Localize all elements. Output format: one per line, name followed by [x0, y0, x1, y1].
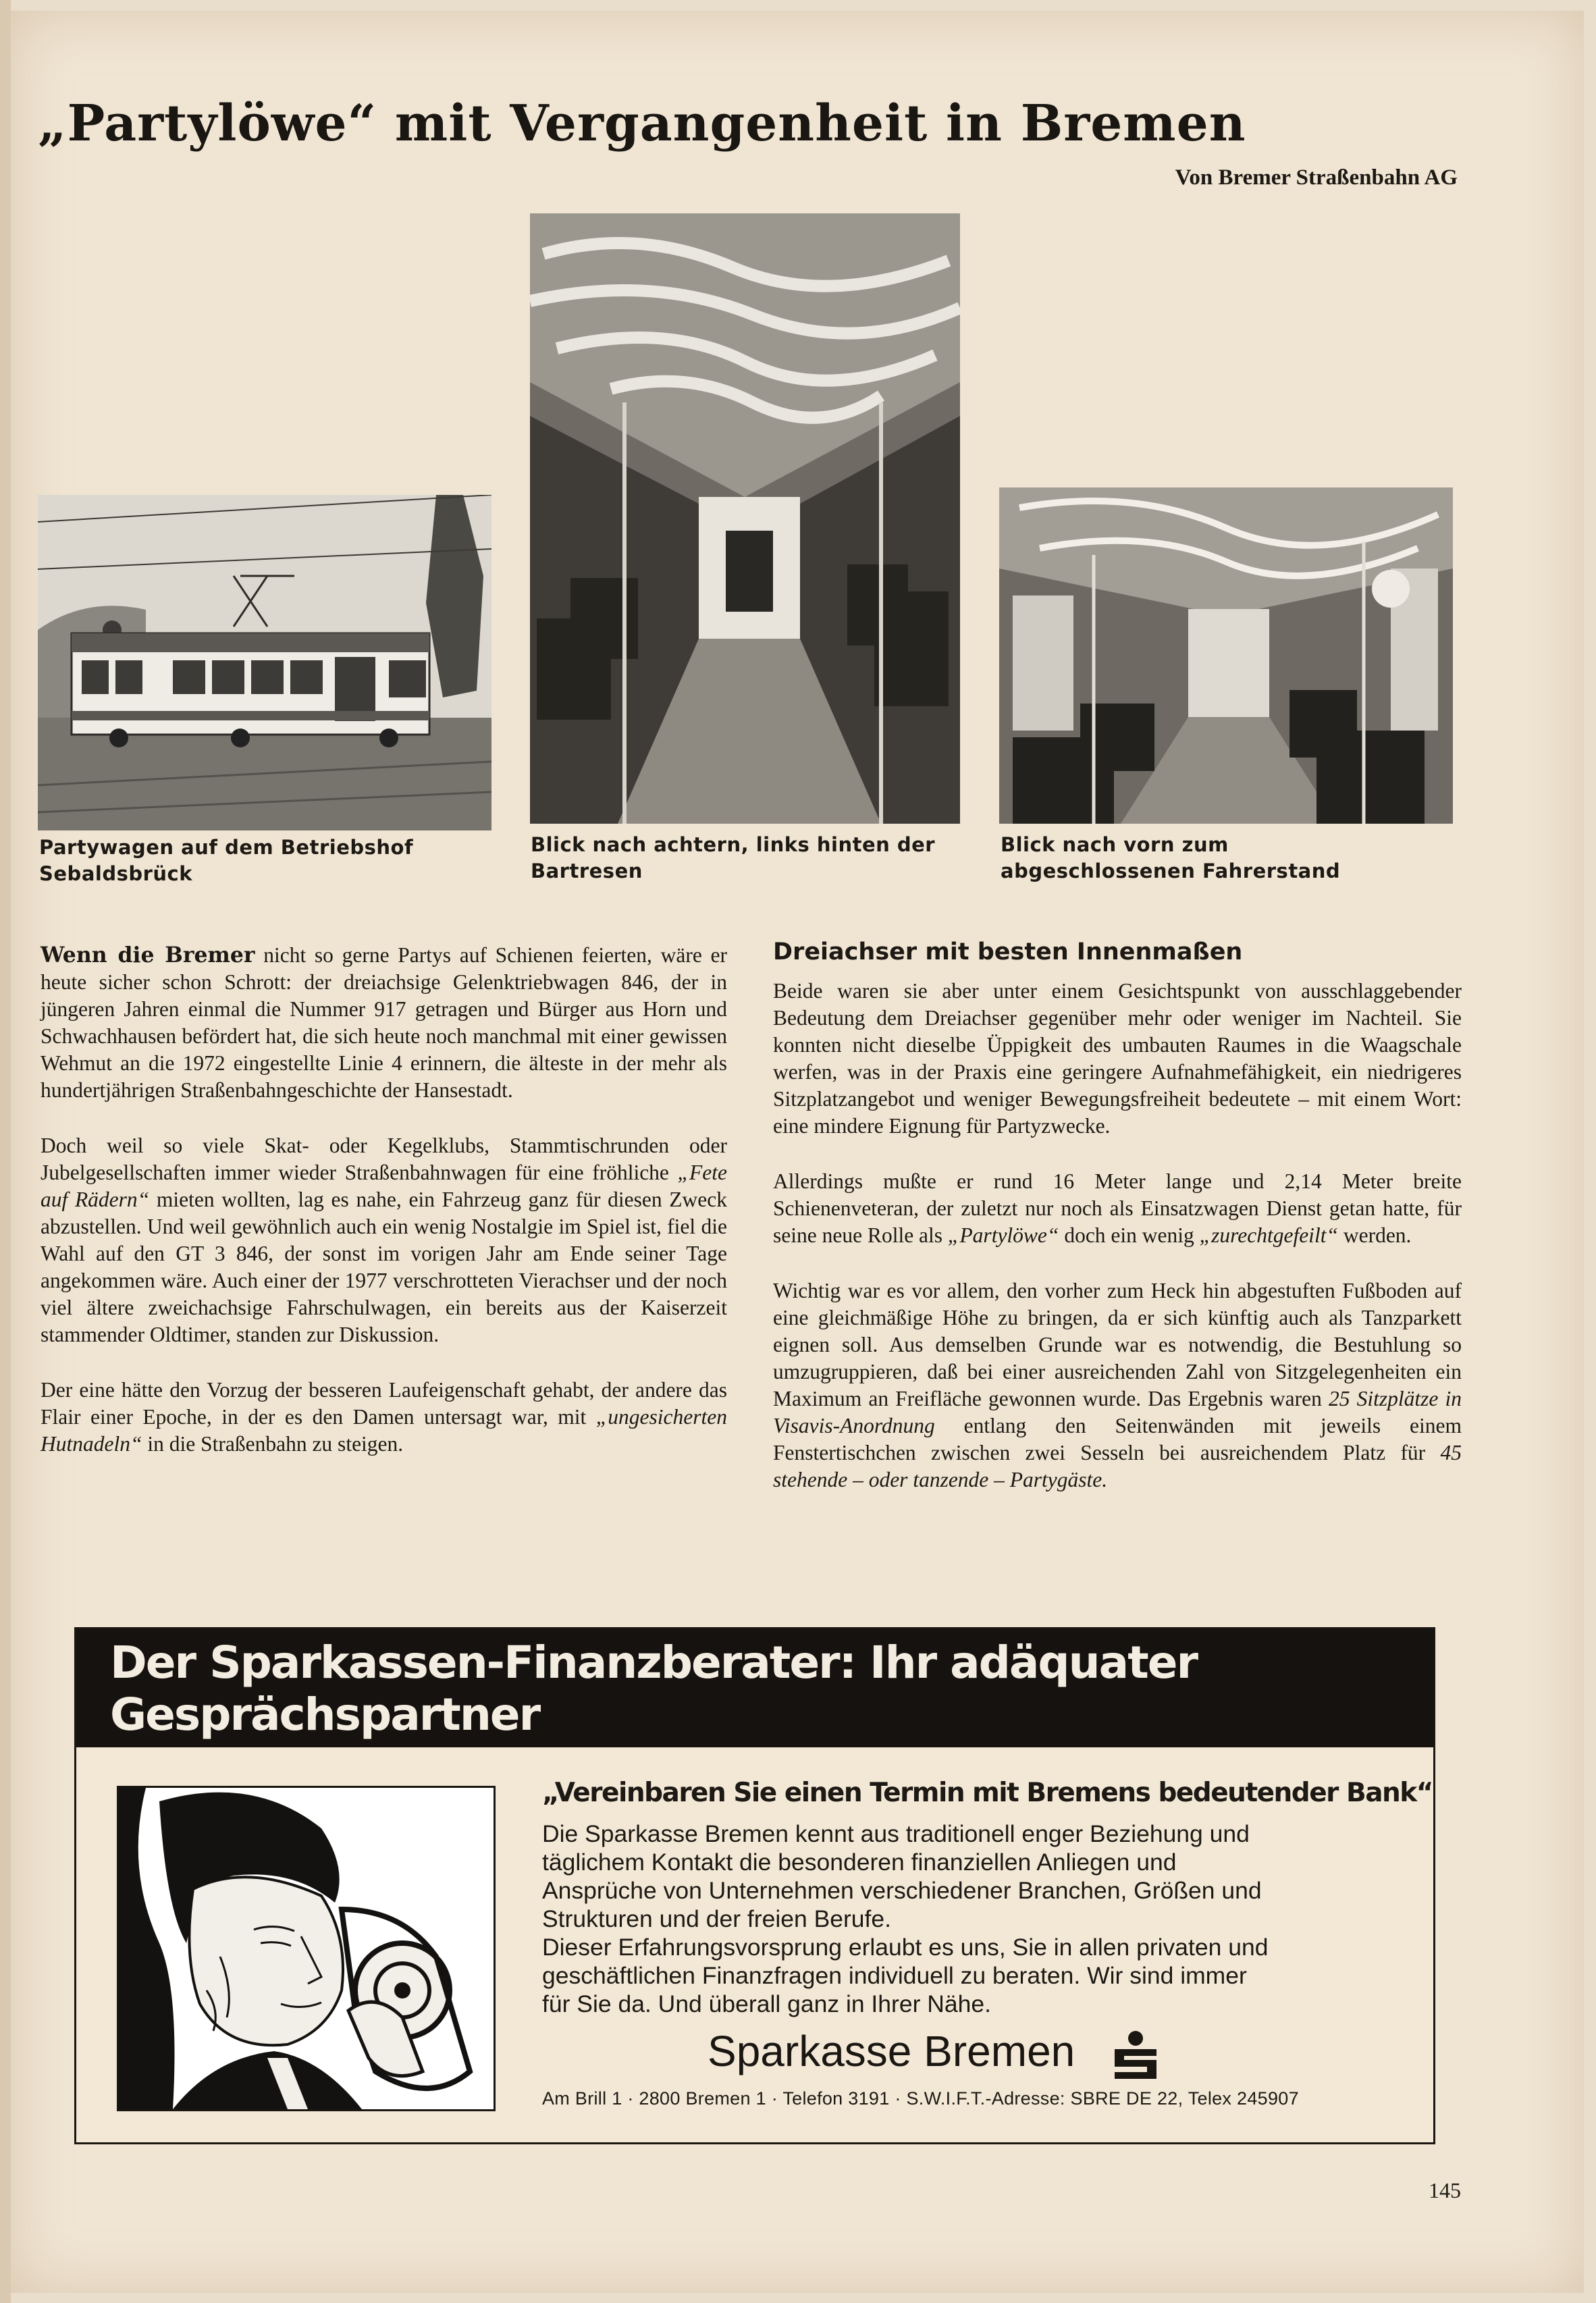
photo-caption-rear: Blick nach achtern, links hinten der Bartresen: [531, 833, 936, 882]
tram-interior-rear-photo: [530, 213, 960, 824]
paragraph: Beide waren sie aber unter einem Gesichtspunkt von ausschlaggebender Bedeutung dem Dreiachser gegenüber mehr oder weniger im Nachteil. Sie konnten nicht dieselbe Üppigkeit des umbauten Raumes in die Waagschale werfen, was in der Praxis eine geringere Aufnahmefähigkeit, ein niedrigeres Sitzplatzangebot und weniger Bewegungsfreiheit bedeutete – mit einem Wort: eine mindere Eignung für Partyzwecke.: [773, 979, 1462, 1138]
ad-body-line: für Sie da. Und überall ganz in Ihrer Nähe.: [542, 1990, 992, 2017]
ad-body-line: Dieser Erfahrungsvorsprung erlaubt es uns, Sie in allen privaten und: [542, 1934, 1269, 1961]
quoted-phrase: „ungesicherten Hutnadeln“: [41, 1405, 727, 1456]
paragraph-text: Allerdings mußte er rund 16 Meter lange und 2,14 Meter breite Schienenveteran, der zuletzt nur noch als Einsatzwagen Dienst getan hatte, für seine neue Rolle als: [773, 1169, 1462, 1247]
article-right-column: [773, 938, 1462, 1522]
ad-body-line: Strukturen und der freien Berufe.: [542, 1905, 892, 1932]
ad-body-line: geschäftlichen Finanzfragen individuell zu beraten. Wir sind immer: [542, 1962, 1247, 1989]
paragraph-text: Der eine hätte den Vorzug der besseren Laufeigenschaft gehabt, der andere das Flair einer Epoche, in der es den Damen untersagt war, mit: [41, 1378, 727, 1429]
page-number: 145: [1429, 2178, 1461, 2202]
sparkasse-advertisement: [74, 1627, 1435, 2144]
quoted-phrase: „Partylöwe“: [947, 1223, 1059, 1247]
paragraph: [41, 942, 727, 1104]
paragraph-text: entlang den Seitenwänden mit jeweils einem Fenstertischchen zwischen zwei Sesseln bei ausreichendem Platz für: [773, 1414, 1462, 1464]
ad-headline: Der Sparkassen-Finanzberater: Ihr adäquater Gesprächspartner: [76, 1629, 1433, 1747]
article-title: „Partylöwe“ mit Vergangenheit in Bremen: [38, 95, 1246, 153]
quoted-phrase: „zurechtgefeilt“: [1199, 1223, 1338, 1247]
ad-body-line: Die Sparkasse Bremen kennt aus traditionell enger Beziehung und: [542, 1820, 1250, 1847]
photo-caption-front: Blick nach vorn zum abgeschlossenen Fahrerstand: [1001, 833, 1341, 882]
article-left-column: [41, 942, 727, 1486]
section-heading: Dreiachser mit besten Innenmaßen: [773, 938, 1243, 965]
sparkasse-brand-name: Sparkasse Bremen: [708, 2027, 1075, 2075]
photo-caption-depot: Partywagen auf dem Betriebshof Sebaldsbrück: [39, 836, 414, 885]
paragraph-text: Doch weil so viele Skat- oder Kegelklubs, Stammtischrunden oder Jubelgesellschaften immer wieder Straßenbahnwagen für eine fröhliche: [41, 1134, 727, 1184]
lead-in: Wenn die Bremer: [41, 943, 255, 968]
paragraph: [41, 1132, 727, 1348]
paragraph: [773, 1168, 1462, 1249]
quoted-phrase: „Fete auf Rädern“: [41, 1161, 727, 1211]
man-on-telephone-illustration: [117, 1786, 496, 2111]
paragraph-text: Wichtig war es vor allem, den vorher zum Heck hin abgestuften Fußboden auf eine gleichmäßige Höhe zu bringen, da er sich künftig auch als Tanzparkett eignen soll. Aus demselben Grunde war es notwendig, die Bestuhlung so umzugruppieren, daß bei einer ausreichenden Zahl von Sitzgelegenheiten ein Maximum an Freifläche gewonnen wurde. Das Ergebnis waren: [773, 1279, 1462, 1410]
tram-depot-photo: [38, 495, 491, 830]
paragraph-text: nicht so gerne Partys auf Schienen feierten, wäre er heute sicher schon Schrott: der dreiachsige Gelenktriebwagen 846, der in jüngeren Jahren einmal die Nummer 917 getragen und Bürger aus Horn und Schwachhausen befördert hat, die sich heute noch manchmal mit einer gewissen Wehmut an die 1972 eingestellte Linie 4 erinnern, die älteste in der mehr als hundertjährigen Straßenbahngeschichte der Hansestadt.: [41, 943, 727, 1102]
ad-address: Am Brill 1 · 2800 Bremen 1 · Telefon 3191 · S.W.I.F.T.-Adresse: SBRE DE 22, Telex 245907: [542, 2088, 1299, 2109]
sparkasse-logo-icon: [1109, 2029, 1162, 2082]
ad-body-line: täglichem Kontakt die besonderen finanziellen Anliegen und: [542, 1849, 1177, 1876]
article-byline: Von Bremer Straßenbahn AG: [1175, 165, 1458, 190]
emphasis: 25 Sitzplätze in Visavis-Anordnung: [773, 1387, 1462, 1437]
paragraph-text: werden.: [1337, 1223, 1412, 1247]
paragraph-text: in die Straßenbahn zu steigen.: [142, 1432, 404, 1456]
paragraph-text: mieten wollten, lag es nahe, ein Fahrzeug ganz für diesen Zweck abzustellen. Und weil gewöhnlich auch ein wenig Nostalgie im Spiel ist, fiel die Wahl auf den GT 3 846, der sonst im vorigen Jahr am Ende seiner Tage angekommen wäre. Auch einer der 1977 verschrotteten Vierachser und der noch viel ältere zweichachsige Fahrschulwagen, ein bereits aus der Kaiserzeit stammender Oldtimer, standen zur Diskussion.: [41, 1188, 727, 1346]
tram-interior-front-photo: [999, 487, 1453, 824]
page-edge: [0, 0, 11, 2303]
paragraph: [773, 1277, 1462, 1493]
paragraph: [41, 1377, 727, 1458]
emphasis: 45 stehende – oder tanzende – Partygäste.: [773, 1441, 1462, 1491]
ad-body-line: Ansprüche von Unternehmen verschiedener Branchen, Größen und: [542, 1877, 1262, 1904]
ad-body-text: [542, 1820, 1420, 2018]
paragraph-text: doch ein wenig: [1059, 1223, 1200, 1247]
ad-quote: „Vereinbaren Sie einen Termin mit Bremens bedeutender Bank“: [542, 1778, 1433, 1808]
